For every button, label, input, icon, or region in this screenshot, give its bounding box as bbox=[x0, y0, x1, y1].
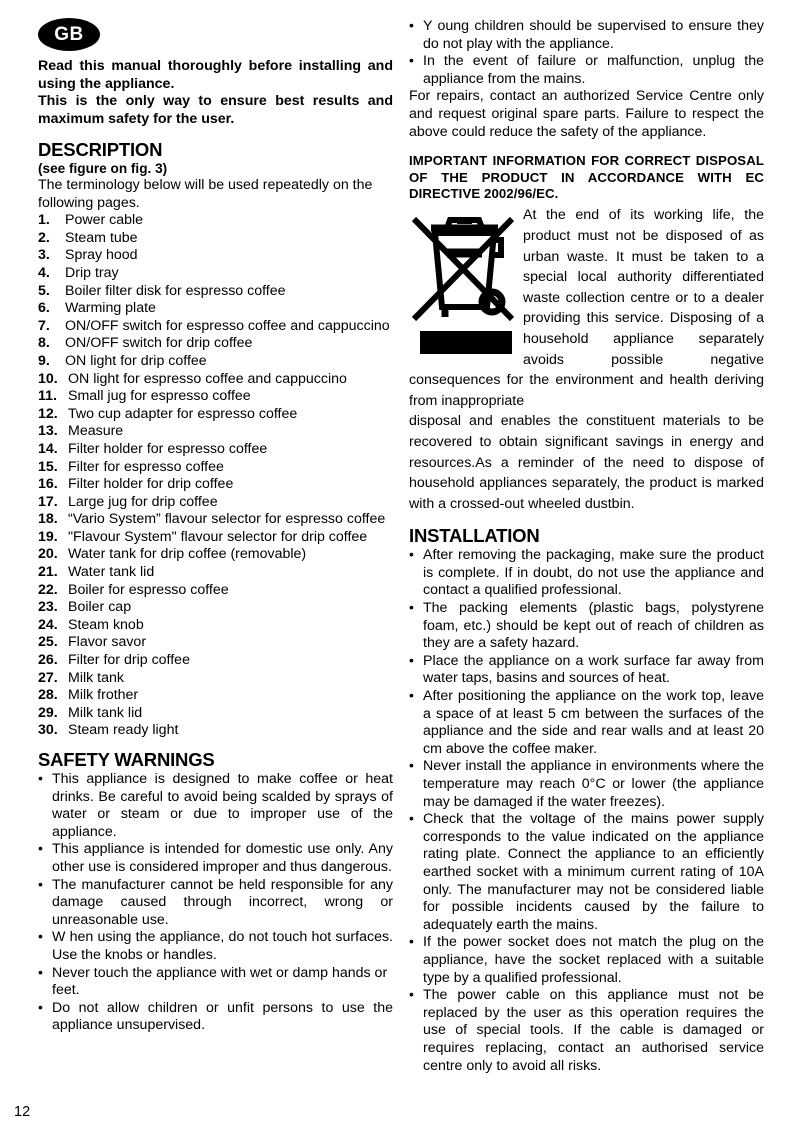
item-number: 14. bbox=[38, 440, 58, 457]
item-number: 18. bbox=[38, 511, 58, 528]
list-item bbox=[38, 230, 393, 248]
left-column bbox=[38, 18, 393, 1035]
item-label: Boiler cap bbox=[68, 599, 132, 616]
right-column bbox=[409, 18, 764, 1075]
item-number: 9. bbox=[38, 352, 50, 369]
disposal-block bbox=[409, 205, 764, 514]
item-number: 3. bbox=[38, 247, 50, 264]
installation-heading: INSTALLATION bbox=[409, 525, 540, 547]
list-item bbox=[38, 318, 393, 336]
item-label: Measure bbox=[68, 423, 124, 440]
list-item bbox=[38, 529, 393, 547]
item-number: 7. bbox=[38, 317, 50, 334]
item-label: Flavor savor bbox=[68, 634, 147, 651]
description-heading: DESCRIPTION bbox=[38, 139, 163, 160]
item-label: Filter for drip coffee bbox=[68, 652, 190, 669]
item-number: 29. bbox=[38, 704, 58, 721]
installation-list bbox=[409, 547, 764, 1075]
list-item bbox=[38, 617, 393, 635]
description-intro: The terminology below will be used repeatedly on the following pages. bbox=[38, 177, 373, 211]
list-item bbox=[38, 283, 393, 301]
safety-warnings-list bbox=[38, 771, 393, 1035]
crossed-out-wheeled-bin-icon bbox=[409, 207, 517, 357]
list-item bbox=[38, 300, 393, 318]
list-item bbox=[38, 335, 393, 353]
item-label: ON light for espresso coffee and cappuccino bbox=[68, 370, 347, 387]
item-label: Steam ready light bbox=[68, 722, 179, 739]
item-label: Small jug for espresso coffee bbox=[68, 388, 251, 405]
item-label: Boiler for espresso coffee bbox=[68, 581, 229, 598]
list-item bbox=[38, 687, 393, 705]
list-item bbox=[38, 722, 393, 740]
item-number: 28. bbox=[38, 687, 58, 704]
item-label: Two cup adapter for espresso coffee bbox=[68, 405, 298, 422]
item-number: 12. bbox=[38, 405, 58, 422]
item-label: Filter for espresso coffee bbox=[68, 458, 224, 475]
list-item bbox=[38, 705, 393, 723]
item-label: Spray hood bbox=[65, 247, 138, 264]
list-item: • After removing the packaging, make sure the product is complete. If in doubt, do not use the appliance and contact a qualified professional. bbox=[409, 547, 764, 600]
list-item: • If the power socket does not match the plug on the appliance, have the socket replaced with a suitable type by a qualified professional. bbox=[409, 934, 764, 987]
list-item bbox=[38, 546, 393, 564]
list-item bbox=[38, 634, 393, 652]
item-label: Milk frother bbox=[68, 687, 139, 704]
list-item: • The power cable on this appliance must not be replaced by the user as this operation requires the use of special tools. If the cable is damaged or requires replacing, contact an authorised service centre only to avoid all risks. bbox=[409, 987, 764, 1075]
item-number: 26. bbox=[38, 652, 58, 669]
item-number: 20. bbox=[38, 546, 58, 563]
list-item: • The packing elements (plastic bags, polystyrene foam, etc.) should be kept out of reach of children as they are a safety hazard. bbox=[409, 600, 764, 653]
item-number: 22. bbox=[38, 581, 58, 598]
list-item bbox=[38, 212, 393, 230]
list-item: • After positioning the appliance on the work top, leave a space of at least 5 cm between the surfaces of the appliance and the side and rear walls and at least 20 cm above the coffee maker. bbox=[409, 688, 764, 758]
item-number: 2. bbox=[38, 229, 50, 246]
list-item: • This appliance is designed to make coffee or heat drinks. Be careful to avoid being scalded by sprays of water or steam or due to improper use of the appliance. bbox=[38, 771, 393, 841]
item-number: 19. bbox=[38, 528, 58, 545]
list-item bbox=[38, 406, 393, 424]
item-number: 16. bbox=[38, 476, 58, 493]
list-item: • Y oung children should be supervised to ensure they do not play with the appliance. bbox=[409, 18, 764, 53]
item-label: Water tank for drip coffee (removable) bbox=[68, 546, 307, 563]
list-item bbox=[38, 564, 393, 582]
language-badge: GB bbox=[38, 18, 100, 51]
item-number: 5. bbox=[38, 282, 50, 299]
item-number: 15. bbox=[38, 458, 58, 475]
list-item bbox=[38, 494, 393, 512]
safety-closing-paragraph: For repairs, contact an authorized Service Centre only and request original spare parts. Failure to respect the above could reduce the safety of the appliance. bbox=[409, 88, 764, 140]
disposal-wrapped-text: At the end of its working life, the product must not be disposed of as urban waste. It must be taken to a special local authority differentiated waste collection centre or to a dealer providing this service. Disposing of a household appliance separately avoids possible negative consequences for the environment and health deriving from inappropriate bbox=[409, 207, 764, 409]
description-item-list bbox=[38, 212, 393, 740]
list-item bbox=[38, 265, 393, 283]
item-label: Milk tank lid bbox=[68, 704, 143, 721]
list-item bbox=[38, 353, 393, 371]
item-number: 25. bbox=[38, 634, 58, 651]
item-number: 21. bbox=[38, 564, 58, 581]
disposal-heading: IMPORTANT INFORMATION FOR CORRECT DISPOSAL OF THE PRODUCT IN ACCORDANCE WITH EC DIRECTIVE 2002/96/EC. bbox=[409, 153, 764, 201]
lead-paragraph-1: Read this manual thoroughly before installing and using the appliance. bbox=[38, 58, 393, 92]
item-number: 1. bbox=[38, 212, 50, 229]
list-item bbox=[38, 599, 393, 617]
list-item: • The manufacturer cannot be held responsible for any damage caused through incorrect, wrong or unreasonable use. bbox=[38, 877, 393, 930]
list-item bbox=[38, 476, 393, 494]
item-label: Steam tube bbox=[65, 229, 138, 246]
list-item: • Never touch the appliance with wet or damp hands or feet. bbox=[38, 965, 393, 1000]
disposal-continued-text: disposal and enables the constituent materials to be recovered to obtain significant savings in energy and resources.As a reminder of the need to dispose of household appliances separately, the product is marked with a crossed-out wheeled dustbin. bbox=[409, 413, 764, 512]
list-item bbox=[38, 441, 393, 459]
item-number: 6. bbox=[38, 300, 50, 317]
item-label: ON/OFF switch for espresso coffee and cappuccino bbox=[65, 317, 390, 334]
list-item bbox=[38, 511, 393, 529]
safety-warnings-heading: SAFETY WARNINGS bbox=[38, 749, 215, 770]
list-item: • Place the appliance on a work surface far away from water taps, basins and sources of heat. bbox=[409, 653, 764, 688]
item-label: Large jug for drip coffee bbox=[68, 493, 218, 510]
item-label: "Flavour System" flavour selector for drip coffee bbox=[68, 528, 368, 545]
list-item bbox=[38, 582, 393, 600]
list-item bbox=[38, 247, 393, 265]
item-label: Warming plate bbox=[65, 300, 156, 317]
item-label: Drip tray bbox=[65, 264, 119, 281]
item-number: 27. bbox=[38, 669, 58, 686]
list-item bbox=[38, 371, 393, 389]
item-label: Steam knob bbox=[68, 616, 144, 633]
item-number: 17. bbox=[38, 493, 58, 510]
list-item bbox=[38, 670, 393, 688]
list-item: • In the event of failure or malfunction, unplug the appliance from the mains. bbox=[409, 53, 764, 88]
list-item: • W hen using the appliance, do not touch hot surfaces. Use the knobs or handles. bbox=[38, 929, 393, 964]
list-item bbox=[38, 423, 393, 441]
list-item bbox=[38, 459, 393, 477]
list-item bbox=[38, 652, 393, 670]
item-label: “Vario System” flavour selector for espresso coffee bbox=[68, 511, 386, 528]
list-item: • Never install the appliance in environments where the temperature may reach 0°C or lower (the appliance may be damaged if the water freezes). bbox=[409, 758, 764, 811]
item-number: 8. bbox=[38, 335, 50, 352]
item-label: ON light for drip coffee bbox=[65, 352, 207, 369]
item-label: ON/OFF switch for drip coffee bbox=[65, 335, 253, 352]
item-label: Water tank lid bbox=[68, 564, 155, 581]
item-number: 4. bbox=[38, 264, 50, 281]
list-item bbox=[38, 388, 393, 406]
list-item: • This appliance is intended for domestic use only. Any other use is considered improper and thus dangerous. bbox=[38, 841, 393, 876]
item-number: 30. bbox=[38, 722, 58, 739]
list-item: • Do not allow children or unfit persons to use the appliance unsupervised. bbox=[38, 1000, 393, 1035]
list-item: • Check that the voltage of the mains power supply corresponds to the value indicated on the appliance rating plate. Connect the appliance to an efficiently earthed socket with a minimum current rating of 10A only. The manufacturer may not be considered liable for possible incidents caused by the failure to adequately earth the mains. bbox=[409, 811, 764, 934]
page-number: 12 bbox=[14, 1104, 31, 1120]
item-label: Filter holder for drip coffee bbox=[68, 476, 234, 493]
item-number: 24. bbox=[38, 616, 58, 633]
description-subhead: (see figure on fig. 3) bbox=[38, 161, 168, 176]
item-label: Filter holder for espresso coffee bbox=[68, 440, 268, 457]
item-number: 23. bbox=[38, 599, 58, 616]
item-label: Boiler filter disk for espresso coffee bbox=[65, 282, 286, 299]
item-label: Power cable bbox=[65, 212, 144, 229]
black-marker-bar bbox=[420, 331, 512, 354]
lead-paragraph-2: This is the only way to ensure best results and maximum safety for the user. bbox=[38, 93, 393, 127]
safety-warnings-continued-list bbox=[409, 18, 764, 88]
item-number: 13. bbox=[38, 423, 58, 440]
item-number: 11. bbox=[38, 388, 57, 405]
item-number: 10. bbox=[38, 370, 58, 387]
item-label: Milk tank bbox=[68, 669, 124, 686]
